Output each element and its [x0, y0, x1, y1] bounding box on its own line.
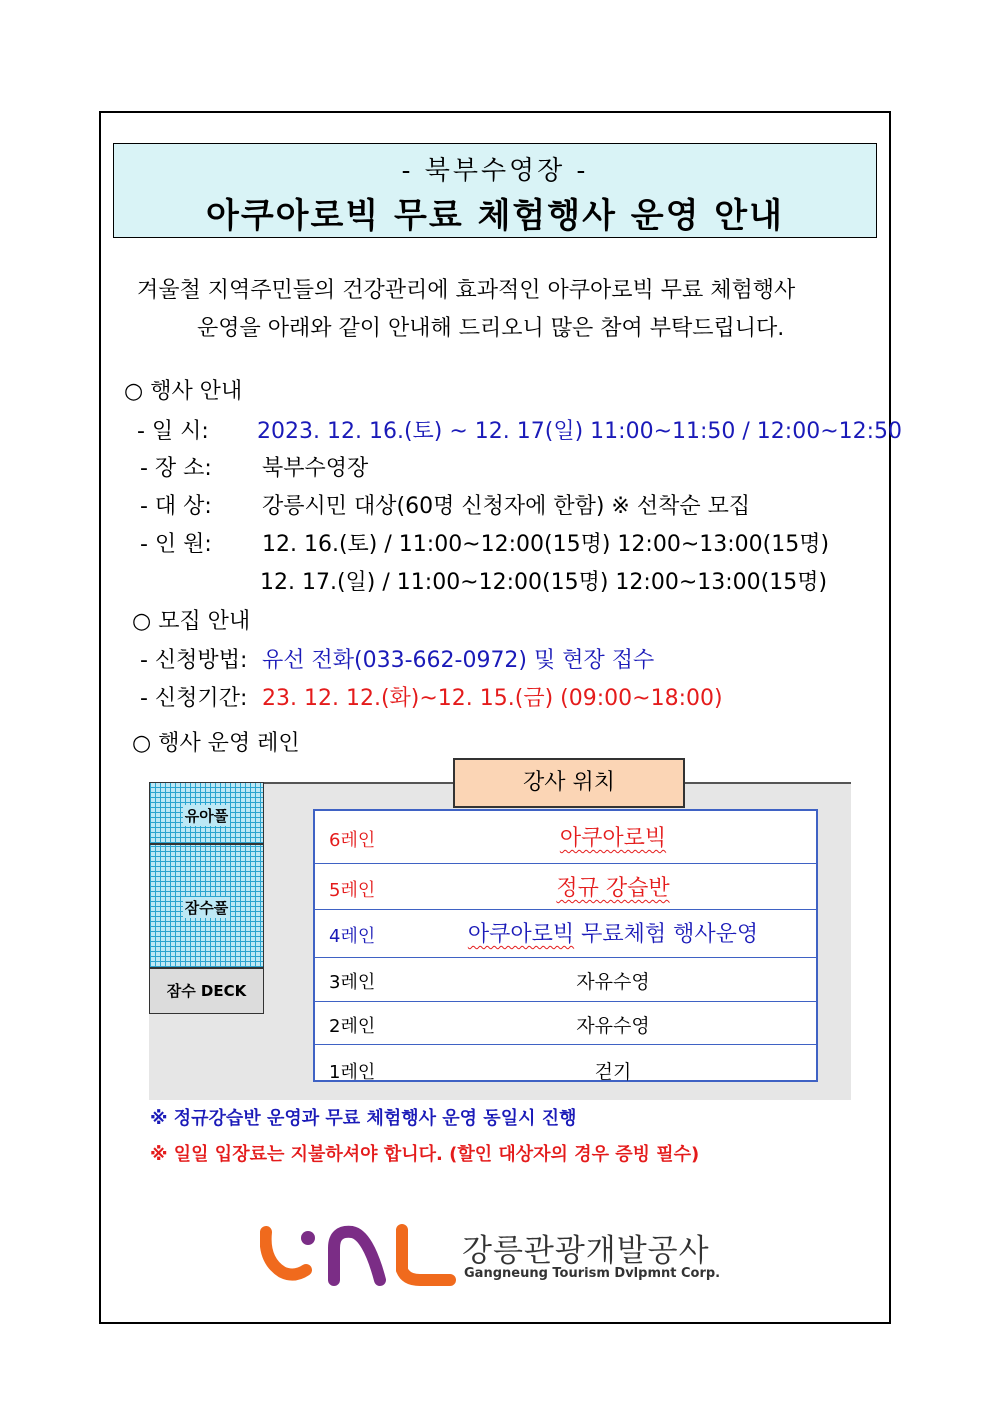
lane-usage: 자유수영 — [576, 971, 650, 993]
kids-pool — [149, 782, 264, 844]
lane-number: 5레인 — [329, 880, 376, 901]
event-date-row — [137, 414, 902, 445]
note-1: ※ 정규강습반 운영과 무료 체험행사 운영 동일시 진행 — [150, 1108, 577, 1129]
logo-mark-purple — [334, 1232, 380, 1280]
intro-line-1: 겨울철 지역주민들의 건강관리에 효과적인 아쿠아로빅 무료 체험행사 — [137, 278, 796, 303]
lane-number: 6레인 — [329, 830, 376, 851]
lane-2 — [315, 1002, 816, 1045]
event-people-value-2: 12. 17.(일) / 11:00~12:00(15명) 12:00~13:00(15명) — [260, 570, 828, 595]
event-people-label: - 인 원: — [140, 532, 212, 557]
lanes-heading: ○ 행사 운영 레인 — [132, 731, 300, 756]
event-people-value-1: 12. 16.(토) / 11:00~12:00(15명) 12:00~13:00(15명) — [262, 532, 830, 557]
recruit-period-label: - 신청기간: — [140, 686, 248, 711]
lane-table — [313, 809, 818, 1082]
instructor-position: 강사 위치 — [453, 758, 685, 808]
event-place-row — [140, 451, 368, 482]
lane-1 — [315, 1045, 816, 1083]
lane-3 — [315, 958, 816, 1002]
event-target-row — [140, 489, 750, 520]
lane-4 — [315, 910, 816, 958]
recruit-method-label: - 신청방법: — [140, 648, 248, 673]
lane-diagram — [149, 770, 851, 1100]
lane-usage — [410, 821, 816, 852]
intro-line-2: 운영을 아래와 같이 안내해 드리오니 많은 참여 부탁드립니다. — [197, 316, 785, 341]
lane-5 — [315, 864, 816, 910]
recruit-period-row — [140, 681, 723, 712]
recruit-heading: ○ 모집 안내 — [132, 609, 251, 634]
kids-pool-label: 유아풀 — [184, 807, 229, 825]
lane-usage: 자유수영 — [576, 1015, 650, 1037]
lane-usage — [410, 917, 816, 948]
lane-usage — [410, 871, 816, 902]
company-logo — [260, 1220, 460, 1290]
logo-mark-dot — [301, 1231, 315, 1245]
event-people-row — [140, 527, 829, 558]
event-target-label: - 대 상: — [140, 494, 212, 519]
lane-number: 4레인 — [329, 926, 376, 947]
lane-6 — [315, 811, 816, 864]
lane-usage-text: 정규 강습반 — [556, 876, 670, 901]
logo-mark-orange-left — [266, 1232, 306, 1275]
lane-number: 2레인 — [329, 1016, 376, 1037]
lane-usage: 걷기 — [594, 1061, 632, 1083]
note-2: ※ 일일 입장료는 지불하셔야 합니다. (할인 대상자의 경우 증빙 필수) — [150, 1144, 700, 1165]
dive-pool — [149, 844, 264, 968]
page-title: 아쿠아로빅 무료 체험행사 운영 안내 — [205, 196, 784, 236]
event-heading: ○ 행사 안내 — [124, 379, 243, 404]
event-date-label: - 일 시: — [137, 419, 209, 444]
lane-number: 1레인 — [329, 1062, 376, 1083]
recruit-method-row — [140, 643, 654, 674]
event-date-value: 2023. 12. 16.(토) ~ 12. 17(일) 11:00~11:50 / 12:00~12:50 — [257, 419, 903, 444]
event-place-value: 북부수영장 — [262, 456, 369, 481]
lane-usage-text: 아쿠아로빅 — [559, 826, 667, 851]
recruit-method-value: 유선 전화(033-662-0972) 및 현장 접수 — [262, 648, 655, 673]
lane-usage-text-2: 무료체험 행사운영 — [574, 922, 759, 947]
page-subtitle: - 북부수영장 - — [401, 156, 589, 186]
title-box — [113, 143, 877, 238]
event-target-value: 강릉시민 대상(60명 신청자에 한함) ※ 선착순 모집 — [262, 494, 751, 519]
company-name-ko: 강릉관광개발공사 — [462, 1233, 710, 1269]
company-name-en: Gangneung Tourism Dvlpmnt Corp. — [464, 1266, 721, 1281]
event-place-label: - 장 소: — [140, 456, 212, 481]
recruit-period-value: 23. 12. 12.(화)~12. 15.(금) (09:00~18:00) — [262, 686, 723, 711]
lane-number: 3레인 — [329, 972, 376, 993]
logo-mark-orange-right — [402, 1230, 450, 1280]
dive-pool-label: 잠수풀 — [184, 899, 229, 917]
dive-deck: 잠수 DECK — [149, 968, 264, 1014]
lane-usage-text: 아쿠아로빅 — [467, 922, 575, 947]
